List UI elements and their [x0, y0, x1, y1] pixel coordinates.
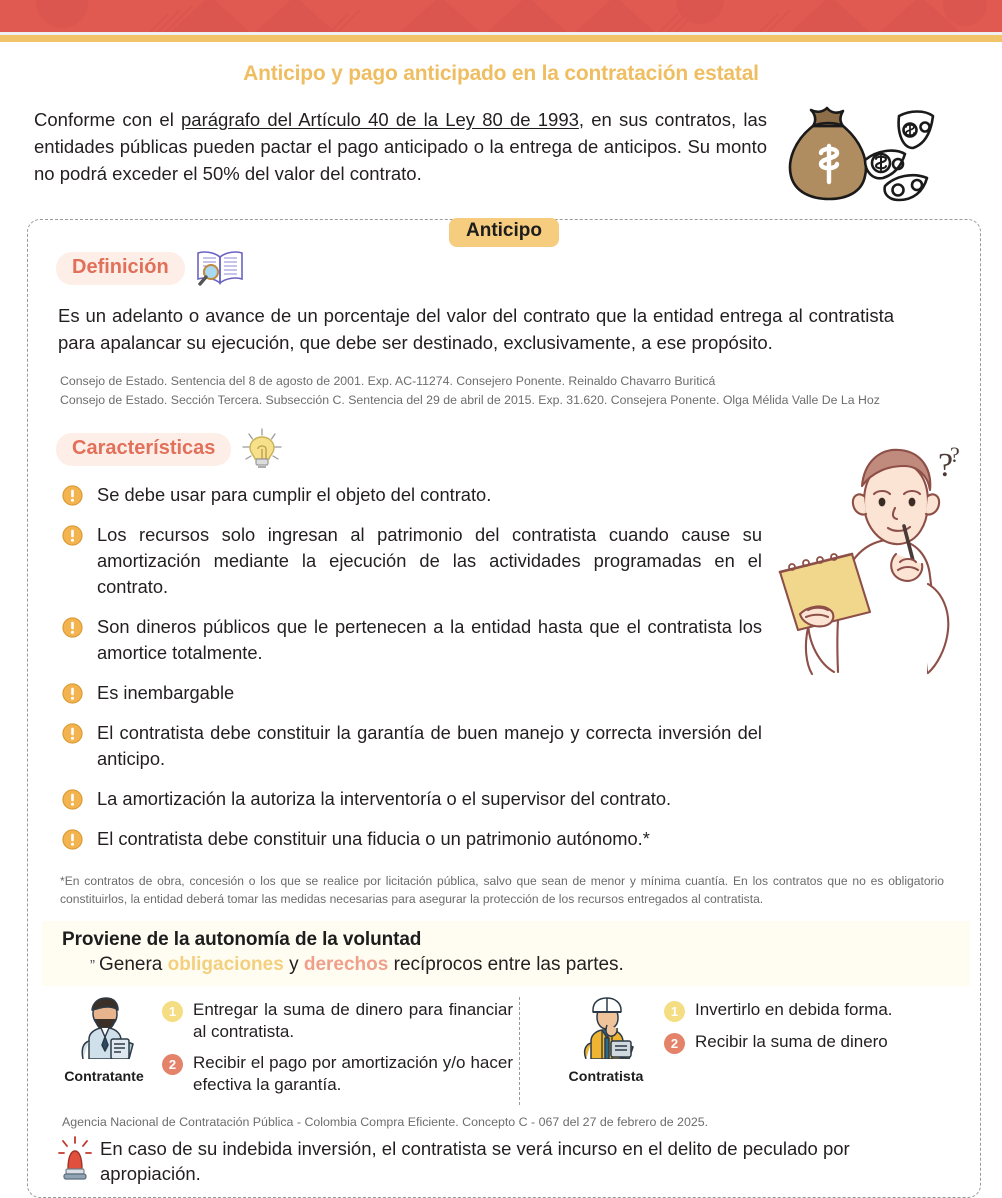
autonomia-band [42, 921, 970, 986]
alert-text: En caso de su indebida inversión, el contratista se verá incurso en el delito de peculado por apropiación. [100, 1138, 850, 1185]
exclamation-bullet-icon [62, 723, 83, 744]
list-item [62, 720, 762, 772]
list-item [62, 786, 762, 812]
construction-worker-icon [569, 997, 643, 1059]
caracteristicas-section [28, 410, 980, 908]
autonomia-after: recíprocos entre las partes. [388, 954, 624, 976]
autonomia-heading: Proviene de la autonomía de la voluntad [62, 929, 422, 951]
citation-item: Consejo de Estado. Sección Tercera. Subsección C. Sentencia del 29 de abril de 2015. Exp. 31.620. Consejera Ponente. Olga Mélida Valle De La Hoz [60, 393, 880, 408]
duty-number-badge: 1 [162, 1001, 183, 1022]
citation-item: Consejo de Estado. Sentencia del 8 de agosto de 2001. Exp. AC-11274. Consejero Ponente. Reinaldo Chavarro Buriticá [60, 374, 716, 388]
intro-after-link: , en sus contratos, las entidades públicas pueden pactar el pago anticipado o la entrega de anticipos. Su monto no podrá exceder el 50% del valor del contrato. [34, 109, 768, 185]
svg-text:?: ? [938, 447, 954, 485]
list-item-text: Se debe usar para cumplir el objeto del contrato. [97, 484, 492, 506]
contratista-avatar-col [560, 997, 652, 1085]
alert-section [28, 1129, 980, 1187]
definicion-pill: Definición [56, 252, 185, 285]
siren-alarm-icon [58, 1135, 92, 1181]
list-item [62, 522, 762, 600]
banner-pattern-icon [0, 0, 1002, 32]
contratante-duties [162, 997, 513, 1105]
top-banner [0, 0, 1002, 32]
duty-number-badge: 1 [664, 1001, 685, 1022]
parties-divider [519, 997, 520, 1105]
list-item [62, 826, 762, 852]
lightbulb-icon [240, 427, 284, 471]
contratante-avatar-col [58, 997, 150, 1085]
exclamation-bullet-icon [62, 789, 83, 810]
list-item-text: Es inembargable [97, 681, 235, 703]
thinking-person-icon [778, 424, 970, 679]
intro-before-link: Conforme con el [34, 109, 181, 130]
definicion-text: Es un adelanto o avance de un porcentaje del valor del contrato que la entidad entrega al contratista para apalancar su ejecución, que debe ser destinado, exclusivamente, a ese propósito. [58, 305, 894, 353]
duty-text: Recibir el pago por amortización y/o hacer efectiva la garantía. [193, 1053, 513, 1095]
list-item [162, 999, 513, 1043]
list-item [664, 1031, 956, 1054]
anticipo-tab-badge: Anticipo [449, 218, 559, 247]
banner-gold-stripe [0, 35, 1002, 42]
contratista-label: Contratista [568, 1069, 644, 1086]
quote-icon: ” [90, 957, 95, 975]
exclamation-bullet-icon [62, 485, 83, 506]
anticipo-card-zone [27, 219, 981, 1198]
party-contratante [58, 997, 513, 1105]
caracteristicas-list [28, 471, 762, 852]
list-item-text: Los recursos solo ingresan al patrimonio del contratista cuando cause su amortización mediante la ejecución de las actividades programadas en el contrato. [97, 524, 762, 597]
caracteristicas-footnote: *En contratos de obra, concesión o los que se realice por licitación pública, salvo que sean de menor y mínima cuantía. En los contratos que no es obligatorio constituirlos, la entidad deberá tomar las medidas necesarias para asegurar la protección de los recursos entregados al contratista. [60, 873, 944, 906]
list-item-text: El contratista debe constituir una fiducia o un patrimonio autónomo.* [97, 827, 650, 849]
exclamation-bullet-icon [62, 617, 83, 638]
exclamation-bullet-icon [62, 829, 83, 850]
duty-text: Invertirlo en debida forma. [695, 1000, 893, 1020]
party-contratista [526, 997, 956, 1085]
list-item [664, 999, 956, 1022]
svg-text:?: ? [950, 442, 960, 468]
parties-section [28, 997, 980, 1105]
intro-paragraph [34, 106, 767, 188]
page-title: Anticipo y pago anticipado en la contratación estatal [243, 62, 759, 85]
source-citation: Agencia Nacional de Contratación Pública - Colombia Compra Eficiente. Concepto C - 067 del 27 de febrero de 2025. [62, 1115, 709, 1130]
list-item-text: La amortización la autoriza la interventoría o el supervisor del contrato. [97, 787, 672, 809]
duty-number-badge: 2 [162, 1054, 183, 1075]
money-bag-icon [777, 100, 952, 205]
businessman-icon [67, 997, 141, 1059]
duty-number-badge: 2 [664, 1033, 685, 1054]
banner-white-rule-2 [0, 42, 1002, 45]
contratista-duties [664, 997, 956, 1063]
duty-text: Entregar la suma de dinero para financiar al contratista. [193, 1000, 513, 1042]
exclamation-bullet-icon [62, 525, 83, 546]
definicion-header [28, 246, 980, 290]
autonomia-before: Genera [99, 954, 168, 976]
list-item [62, 680, 762, 706]
list-item [62, 482, 762, 508]
list-item [162, 1052, 513, 1096]
list-item-text: El contratista debe constituir la garantía de buen manejo y correcta inversión del anticipo. [97, 721, 762, 769]
list-item [62, 614, 762, 666]
contratante-label: Contratante [64, 1069, 144, 1086]
open-book-magnifier-icon [194, 246, 246, 290]
definicion-citations [28, 356, 980, 410]
list-item-text: Son dineros públicos que le pertenecen a la entidad hasta que el contratista los amortice totalmente. [97, 615, 762, 663]
law-reference-link[interactable]: parágrafo del Artículo 40 de la Ley 80 de 1993 [181, 109, 579, 130]
caracteristicas-pill: Características [56, 433, 231, 466]
anticipo-card [27, 219, 981, 1198]
duty-text: Recibir la suma de dinero [695, 1032, 888, 1052]
autonomia-subtext [62, 954, 970, 976]
autonomia-mid: y [283, 954, 304, 976]
exclamation-bullet-icon [62, 683, 83, 704]
autonomia-word-obligaciones: obligaciones [167, 954, 284, 976]
autonomia-word-derechos: derechos [303, 954, 389, 976]
intro-section [0, 86, 1002, 205]
